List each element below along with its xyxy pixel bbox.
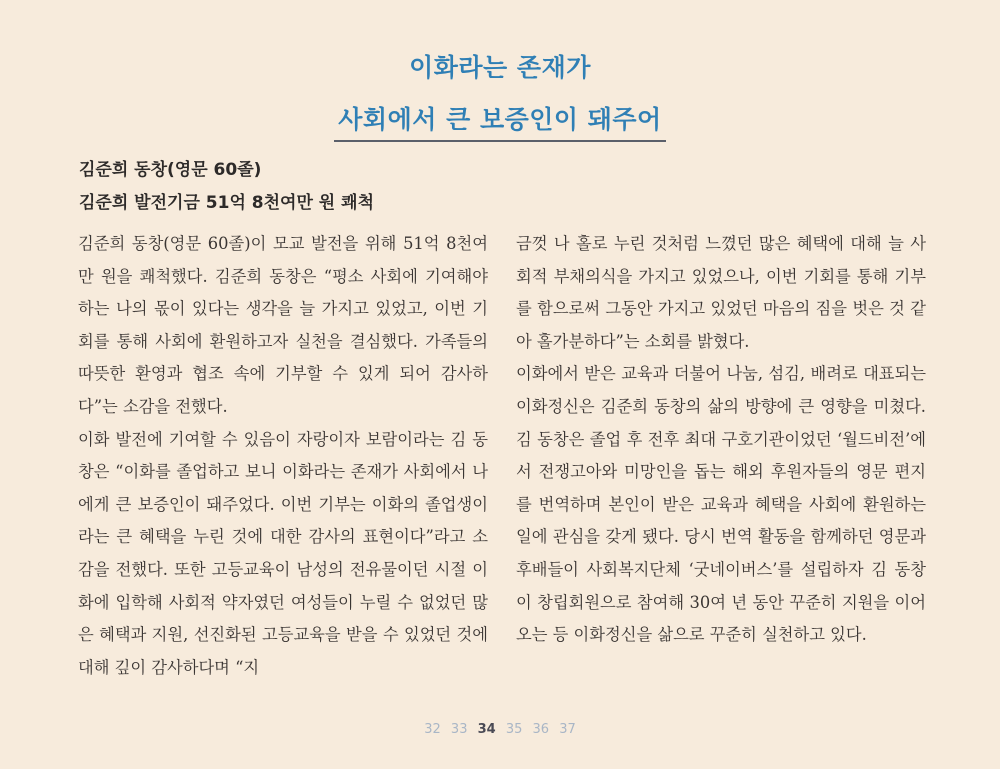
left-paragraph-2: 이화 발전에 기여할 수 있음이 자랑이자 보람이라는 김 동창은 “이화를 졸업하고 보니 이화라는 존재가 사회에서 나에게 큰 보증인이 돼주었다. 이번 기부는 이화의 졸업생이라는 큰 혜택을 누린 것에 대한 감사의 표현이다”라고 소감을 전했다. 또한 고등교육이 남성의 전유물이던 시절 이화에 입학해 사회적 약자였던 여성들이 누릴 수 없었던 많은 혜택과 지원, 선진화된 고등교육을 받을 수 있었던 것에 대해 깊이 감사하다며 “지 — [78, 429, 488, 677]
article-title — [0, 48, 1000, 142]
left-column — [78, 228, 488, 684]
page-link-37[interactable]: 37 — [559, 722, 576, 737]
title-line-1: 이화라는 존재가 — [409, 53, 591, 82]
page-link-32[interactable]: 32 — [424, 722, 441, 737]
title-line-2: 사회에서 큰 보증인이 돼주어 — [334, 100, 665, 142]
left-paragraph-1: 김준희 동창(영문 60졸)이 모교 발전을 위해 51억 8천여 만 원을 쾌척했다. 김준희 동창은 “평소 사회에 기여해야 하는 나의 몫이 있다는 생각을 늘 가지고 있었고, 이번 기회를 통해 사회에 환원하고자 실천을 결심했다. 가족들의 따뜻한 환영과 협조 속에 기부할 수 있게 되어 감사하다”는 소감을 전했다. — [78, 234, 488, 416]
page-link-36[interactable]: 36 — [532, 722, 550, 737]
right-paragraph-2: 이화에서 받은 교육과 더불어 나눔, 섬김, 배려로 대표되는 이화정신은 김준희 동창의 삶의 방향에 큰 영향을 미쳤다. 김 동창은 졸업 후 전후 최대 구호기관이었던 ‘월드비전’에서 전쟁고아와 미망인을 돕는 해외 후원자들의 영문 편지를 번역하며 본인이 받은 교육과 혜택을 사회에 환원하는 일에 관심을 갖게 됐다. 당시 번역 활동을 함께하던 영문과 후배들이 사회복지단체 ‘굿네이버스’를 설립하자 김 동창이 창립회원으로 참여해 30여 년 동안 꾸준히 지원을 이어오는 등 이화정신을 삶으로 꾸준히 실천하고 있다. — [516, 364, 926, 645]
page-navigation — [0, 722, 1000, 737]
right-paragraph-1: 금껏 나 홀로 누린 것처럼 느꼈던 많은 혜택에 대해 늘 사회적 부채의식을 가지고 있었으나, 이번 기회를 통해 기부를 함으로써 그동안 가지고 있었던 마음의 짐을 벗은 것 같아 홀가분하다”는 소회를 밝혔다. — [516, 234, 926, 351]
page-link-35[interactable]: 35 — [505, 722, 523, 737]
subheading-name: 김준희 동창(영문 60졸) — [79, 160, 262, 180]
current-page-number: 34 — [477, 722, 496, 737]
page-link-33[interactable]: 33 — [450, 722, 468, 737]
article-subheading — [79, 154, 374, 220]
right-column — [516, 228, 926, 652]
subheading-donation: 김준희 발전기금 51억 8천여만 원 쾌척 — [79, 193, 374, 213]
